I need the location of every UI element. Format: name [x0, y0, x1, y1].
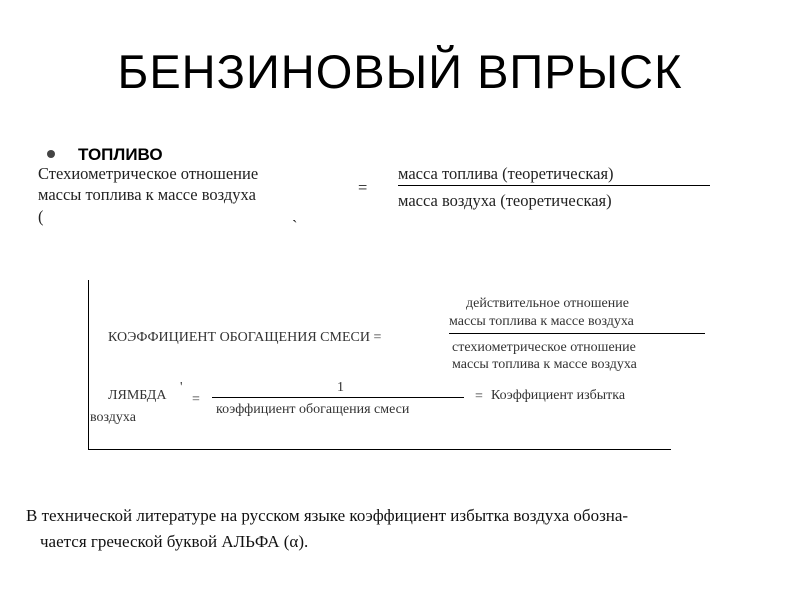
lambda-mark: ': [180, 380, 183, 395]
enrichment-fraction-bar: [449, 333, 705, 334]
lambda-numerator: 1: [337, 380, 344, 395]
enrichment-label: КОЭФФИЦИЕНТ ОБОГАЩЕНИЯ СМЕСИ =: [108, 330, 382, 345]
lambda-result: Коэффициент избытка: [491, 388, 626, 403]
bullet-icon: [47, 150, 55, 158]
enrichment-den-line2: массы топлива к массе воздуха: [452, 357, 637, 372]
stoich-fraction-bar: [398, 185, 710, 186]
bullet-label: ТОПЛИВО: [78, 145, 163, 164]
note-line1: В технической литературе на русском языке коэффициент избытка воздуха обозна-: [26, 506, 629, 525]
lambda-equals: =: [192, 392, 200, 407]
stoich-numerator: масса топлива (теоретическая): [398, 164, 614, 183]
stoich-equals: =: [358, 178, 368, 197]
stoich-lhs-paren: (: [38, 207, 44, 226]
stoich-lhs-line1: Стехиометрическое отношение: [38, 164, 259, 183]
enrichment-den-line1: стехиометрическое отношение: [452, 340, 636, 355]
stoich-lhs-line2: массы топлива к массе воздуха: [38, 185, 256, 204]
enrichment-num-line1: действительное отношение: [466, 296, 629, 311]
enrichment-num-line2: массы топлива к массе воздуха: [449, 314, 634, 329]
page-title: БЕНЗИНОВЫЙ ВПРЫСК: [117, 45, 683, 98]
stoich-denominator: масса воздуха (теоретическая): [398, 191, 612, 210]
formula-box-left-border: [88, 280, 89, 450]
lambda-equals-2: =: [475, 389, 483, 404]
stoich-tick-mark: ˋ: [292, 217, 298, 236]
lambda-result-continued: воздуха: [90, 410, 136, 425]
lambda-fraction-bar: [212, 397, 464, 398]
lambda-denominator: коэффициент обогащения смеси: [216, 402, 410, 417]
note-line2: чается греческой буквой АЛЬФА (α).: [40, 532, 309, 551]
formula-box-bottom-border: [88, 449, 671, 450]
lambda-label: ЛЯМБДА: [108, 388, 167, 403]
